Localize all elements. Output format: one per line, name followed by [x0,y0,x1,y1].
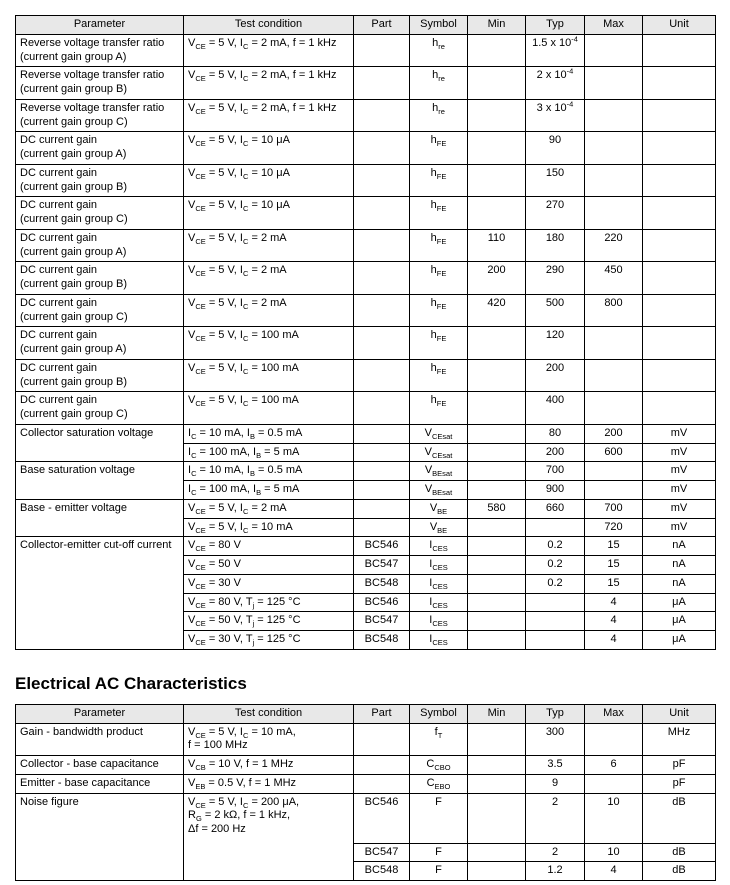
cell-min [468,593,526,612]
cell-cond: $V_{CB} = 10$ V, f = 1 MHz [184,756,354,775]
table-row [16,164,716,197]
cell-param: DC current gain (current gain group B) [16,164,184,197]
cell-min [468,34,526,67]
column-header-symbol: Symbol [410,16,468,35]
cell-part: BC548 [354,862,410,881]
cell-max: 4 [585,631,643,650]
cell-min [468,574,526,593]
table-row [16,294,716,327]
cell-typ: 1.5 x $10^{-4}$ [526,34,585,67]
cell-min [468,556,526,575]
table-row [16,793,716,843]
cell-max: 10 [585,843,643,862]
cell-part [354,774,410,793]
table-row [16,756,716,775]
cell-typ: 290 [526,262,585,295]
table-row [16,99,716,132]
cell-part [354,443,410,462]
cell-part [354,499,410,518]
cell-typ: 3.5 [526,756,585,775]
cell-min [468,392,526,425]
cell-min [468,862,526,881]
dc-characteristics-table [15,15,716,650]
cell-max [585,359,643,392]
cell-part: BC547 [354,843,410,862]
cell-min [468,723,526,756]
cell-cond: $V_{CE} = 5$ V, $I_C = 2$ mA [184,229,354,262]
cell-cond: $V_{CE} = 80$ V [184,537,354,556]
cell-min [468,843,526,862]
cell-max: 15 [585,574,643,593]
cell-typ: 660 [526,499,585,518]
cell-min [468,327,526,360]
cell-max: 10 [585,793,643,843]
cell-part [354,327,410,360]
column-header-min: Min [468,16,526,35]
cell-part [354,756,410,775]
cell-min [468,99,526,132]
cell-part [354,34,410,67]
cell-typ: 400 [526,392,585,425]
cell-cond: $V_{CE} = 30$ V [184,574,354,593]
cell-part [354,99,410,132]
cell-unit: mV [643,443,716,462]
cell-symbol: $h_{re}$ [410,99,468,132]
cell-symbol: $I_{CES}$ [410,593,468,612]
cell-cond: $V_{CE} = 5$ V, $I_C = 10$ μA [184,164,354,197]
cell-max: 700 [585,499,643,518]
cell-symbol: $h_{FE}$ [410,197,468,230]
cell-typ: 270 [526,197,585,230]
cell-unit: mV [643,518,716,537]
cell-typ: 700 [526,462,585,481]
cell-min [468,518,526,537]
cell-max: 600 [585,443,643,462]
cell-cond: $V_{CE} = 5$ V, $I_C = 10$ μA [184,197,354,230]
cell-cond: $I_C = 10$ mA, $I_B = 0.5$ mA [184,462,354,481]
cell-part: BC546 [354,593,410,612]
column-header-test-condition: Test condition [184,16,354,35]
cell-symbol: $C_{CBO}$ [410,756,468,775]
cell-symbol: $h_{FE}$ [410,262,468,295]
cell-typ: 90 [526,132,585,165]
cell-cond: $V_{CE} = 5$ V, $I_C = 10$ μA [184,132,354,165]
cell-cond: $V_{CE} = 5$ V, $I_C = 2$ mA, f = 1 kHz [184,99,354,132]
cell-symbol: $I_{CES}$ [410,574,468,593]
cell-part [354,518,410,537]
cell-max [585,481,643,500]
cell-typ: 0.2 [526,574,585,593]
cell-unit: pF [643,756,716,775]
cell-part: BC546 [354,793,410,843]
cell-symbol: $h_{re}$ [410,67,468,100]
cell-cond: $V_{CE} = 5$ V, $I_C = 200$ μA, $R_G = 2$ kΩ, f = 1 kHz, Δf = 200 Hz [184,793,354,881]
cell-min [468,132,526,165]
cell-param: Reverse voltage transfer ratio (current gain group A) [16,34,184,67]
cell-cond: $V_{CE} = 5$ V, $I_C = 2$ mA [184,499,354,518]
cell-typ [526,612,585,631]
cell-param: Gain - bandwidth product [16,723,184,756]
cell-symbol: $h_{FE}$ [410,132,468,165]
cell-max [585,67,643,100]
column-header-max: Max [585,16,643,35]
cell-part [354,197,410,230]
cell-part [354,462,410,481]
column-header-test-condition: Test condition [184,704,354,723]
cell-symbol: $V_{BE}$ [410,518,468,537]
cell-unit [643,132,716,165]
cell-unit: dB [643,793,716,843]
cell-unit: nA [643,537,716,556]
table-row [16,197,716,230]
cell-param: Base saturation voltage [16,462,184,500]
table-row [16,774,716,793]
cell-min [468,359,526,392]
cell-symbol: F [410,843,468,862]
cell-unit [643,34,716,67]
cell-unit: dB [643,862,716,881]
column-header-unit: Unit [643,16,716,35]
cell-param: Emitter - base capacitance [16,774,184,793]
cell-typ [526,631,585,650]
column-header-typ: Typ [526,16,585,35]
cell-part [354,723,410,756]
cell-min: 420 [468,294,526,327]
cell-unit: μA [643,631,716,650]
cell-part: BC547 [354,556,410,575]
cell-symbol: $I_{CES}$ [410,556,468,575]
cell-max: 450 [585,262,643,295]
cell-symbol: $I_{CES}$ [410,537,468,556]
cell-unit: μA [643,612,716,631]
cell-part [354,392,410,425]
cell-max: 15 [585,537,643,556]
cell-cond: $I_C = 100$ mA, $I_B = 5$ mA [184,481,354,500]
cell-typ: 180 [526,229,585,262]
cell-symbol: $V_{BEsat}$ [410,481,468,500]
cell-symbol: $V_{CEsat}$ [410,443,468,462]
cell-param: DC current gain (current gain group C) [16,197,184,230]
cell-param: DC current gain (current gain group C) [16,392,184,425]
cell-unit [643,229,716,262]
cell-unit: nA [643,574,716,593]
cell-part [354,132,410,165]
table-row [16,229,716,262]
cell-cond: $V_{CE} = 5$ V, $I_C = 100$ mA [184,392,354,425]
cell-unit: nA [643,556,716,575]
cell-cond: $V_{CE} = 5$ V, $I_C = 2$ mA, f = 1 kHz [184,67,354,100]
cell-symbol: $V_{BE}$ [410,499,468,518]
cell-part: BC546 [354,537,410,556]
cell-max: 15 [585,556,643,575]
cell-max [585,774,643,793]
column-header-parameter: Parameter [16,704,184,723]
cell-typ: 200 [526,359,585,392]
cell-unit: MHz [643,723,716,756]
cell-param: Collector - base capacitance [16,756,184,775]
cell-unit [643,392,716,425]
cell-symbol: $h_{FE}$ [410,164,468,197]
cell-max: 800 [585,294,643,327]
cell-symbol: $I_{CES}$ [410,612,468,631]
cell-unit: pF [643,774,716,793]
cell-unit: dB [643,843,716,862]
cell-max [585,462,643,481]
cell-symbol: F [410,862,468,881]
column-header-typ: Typ [526,704,585,723]
table-row [16,392,716,425]
table-row [16,462,716,481]
cell-unit [643,327,716,360]
column-header-unit: Unit [643,704,716,723]
cell-max [585,723,643,756]
cell-max: 4 [585,612,643,631]
cell-cond: $I_C = 100$ mA, $I_B = 5$ mA [184,443,354,462]
cell-cond: $V_{CE} = 80$ V, $T_j = 125$ °C [184,593,354,612]
cell-max [585,99,643,132]
cell-max [585,327,643,360]
cell-min [468,164,526,197]
table-row [16,723,716,756]
cell-min [468,481,526,500]
cell-part [354,481,410,500]
cell-unit: mV [643,424,716,443]
cell-unit: mV [643,481,716,500]
cell-unit [643,262,716,295]
cell-unit: μA [643,593,716,612]
cell-param: Collector-emitter cut-off current [16,537,184,650]
cell-typ: 2 [526,793,585,843]
cell-symbol: F [410,793,468,843]
cell-part: BC548 [354,631,410,650]
cell-cond: $V_{CE} = 5$ V, $I_C = 100$ mA [184,359,354,392]
cell-unit: mV [643,499,716,518]
cell-min [468,67,526,100]
cell-part [354,359,410,392]
cell-part [354,424,410,443]
cell-unit [643,197,716,230]
cell-max: 720 [585,518,643,537]
cell-unit [643,99,716,132]
cell-part [354,164,410,197]
cell-typ: 0.2 [526,537,585,556]
cell-min [468,612,526,631]
table-row [16,499,716,518]
cell-max [585,392,643,425]
cell-typ: 150 [526,164,585,197]
cell-cond: $V_{CE} = 5$ V, $I_C = 2$ mA, f = 1 kHz [184,34,354,67]
cell-typ: 3 x $10^{-4}$ [526,99,585,132]
cell-cond: $V_{CE} = 5$ V, $I_C = 2$ mA [184,294,354,327]
ac-characteristics-table [15,704,716,881]
cell-unit [643,359,716,392]
table-row [16,424,716,443]
cell-typ [526,518,585,537]
cell-max [585,132,643,165]
cell-max [585,34,643,67]
cell-typ: 200 [526,443,585,462]
cell-typ: 80 [526,424,585,443]
cell-typ: 300 [526,723,585,756]
cell-param: Collector saturation voltage [16,424,184,462]
cell-min: 200 [468,262,526,295]
cell-max: 200 [585,424,643,443]
cell-max: 220 [585,229,643,262]
cell-symbol: $h_{FE}$ [410,392,468,425]
cell-typ: 500 [526,294,585,327]
cell-typ: 2 x $10^{-4}$ [526,67,585,100]
cell-part: BC548 [354,574,410,593]
column-header-symbol: Symbol [410,704,468,723]
cell-symbol: $I_{CES}$ [410,631,468,650]
cell-cond: $V_{EB} = 0.5$ V, f = 1 MHz [184,774,354,793]
cell-part [354,262,410,295]
cell-symbol: $h_{FE}$ [410,294,468,327]
cell-unit [643,294,716,327]
cell-max: 6 [585,756,643,775]
column-header-parameter: Parameter [16,16,184,35]
cell-typ: 2 [526,843,585,862]
cell-cond: $V_{CE} = 5$ V, $I_C = 10$ mA, f = 100 MHz [184,723,354,756]
cell-min [468,756,526,775]
cell-max: 4 [585,593,643,612]
cell-min [468,197,526,230]
table-row [16,67,716,100]
cell-part [354,294,410,327]
cell-typ: 900 [526,481,585,500]
cell-symbol: $C_{EBO}$ [410,774,468,793]
cell-min [468,537,526,556]
cell-cond: $I_C = 10$ mA, $I_B = 0.5$ mA [184,424,354,443]
cell-unit: mV [643,462,716,481]
cell-param: DC current gain (current gain group A) [16,327,184,360]
dc-table-header-row [16,16,716,35]
table-row [16,132,716,165]
cell-typ: 120 [526,327,585,360]
cell-unit [643,67,716,100]
cell-cond: $V_{CE} = 5$ V, $I_C = 100$ mA [184,327,354,360]
cell-symbol: $h_{FE}$ [410,327,468,360]
cell-cond: $V_{CE} = 5$ V, $I_C = 2$ mA [184,262,354,295]
cell-cond: $V_{CE} = 50$ V [184,556,354,575]
column-header-part: Part [354,16,410,35]
cell-symbol: $f_T$ [410,723,468,756]
table-row [16,537,716,556]
cell-param: Reverse voltage transfer ratio (current gain group C) [16,99,184,132]
cell-max [585,164,643,197]
section-heading-ac-characteristics: Electrical AC Characteristics [15,673,247,693]
cell-param: DC current gain (current gain group A) [16,229,184,262]
cell-param: Reverse voltage transfer ratio (current gain group B) [16,67,184,100]
cell-param: DC current gain (current gain group B) [16,359,184,392]
cell-min: 110 [468,229,526,262]
cell-param: Noise figure [16,793,184,881]
cell-cond: $V_{CE} = 50$ V, $T_j = 125$ °C [184,612,354,631]
cell-unit [643,164,716,197]
cell-max [585,197,643,230]
cell-part [354,67,410,100]
cell-min: 580 [468,499,526,518]
cell-symbol: $h_{re}$ [410,34,468,67]
cell-param: DC current gain (current gain group A) [16,132,184,165]
cell-max: 4 [585,862,643,881]
table-row [16,327,716,360]
cell-min [468,793,526,843]
cell-typ [526,593,585,612]
cell-part [354,229,410,262]
cell-min [468,774,526,793]
cell-symbol: $h_{FE}$ [410,359,468,392]
cell-typ: 0.2 [526,556,585,575]
cell-symbol: $h_{FE}$ [410,229,468,262]
cell-min [468,443,526,462]
cell-symbol: $V_{CEsat}$ [410,424,468,443]
cell-param: Base - emitter voltage [16,499,184,537]
column-header-min: Min [468,704,526,723]
cell-cond: $V_{CE} = 30$ V, $T_j = 125$ °C [184,631,354,650]
cell-param: DC current gain (current gain group B) [16,262,184,295]
cell-typ: 1.2 [526,862,585,881]
cell-param: DC current gain (current gain group C) [16,294,184,327]
cell-min [468,462,526,481]
column-header-part: Part [354,704,410,723]
cell-min [468,424,526,443]
cell-min [468,631,526,650]
table-row [16,34,716,67]
cell-cond: $V_{CE} = 5$ V, $I_C = 10$ mA [184,518,354,537]
cell-symbol: $V_{BEsat}$ [410,462,468,481]
table-row [16,262,716,295]
table-row [16,359,716,392]
cell-part: BC547 [354,612,410,631]
cell-typ: 9 [526,774,585,793]
column-header-max: Max [585,704,643,723]
ac-table-header-row [16,704,716,723]
